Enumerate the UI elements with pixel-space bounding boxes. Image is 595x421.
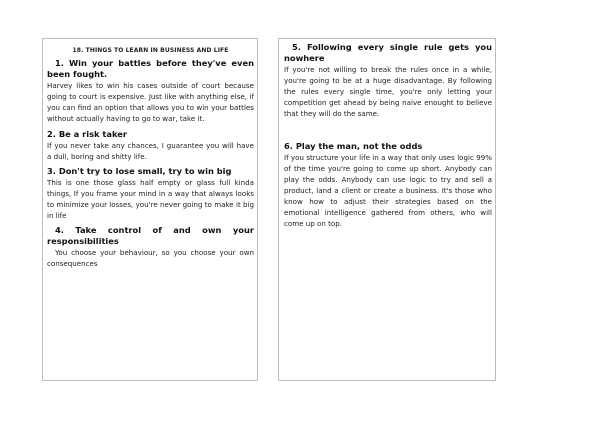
- document-title: 18. THINGS TO LEARN IN BUSINESS AND LIFE: [72, 47, 229, 54]
- section-5-body: If you're not willing to break the rules once in a while, you're going to be at a huge disadvantage. By following the rules every single time, you're only letting your competition get ahead by being naive enought to believe that they will do the same.: [284, 65, 492, 118]
- left-page-panel: [42, 38, 258, 381]
- section-3: [47, 166, 254, 221]
- section-2-body: If you never take any chances, I guarantee you will have a dull, boring and shitty life.: [47, 141, 254, 161]
- section-4-heading: 4. Take control of and own your responsibilities: [47, 225, 254, 246]
- section-5-heading: 5. Following every single rule gets you nowhere: [284, 42, 492, 63]
- section-6: [284, 141, 492, 229]
- section-1: [47, 58, 254, 124]
- section-1-body: Harvey likes to win his cases outside of court because going to court is expensive. Just like with anything else, if you can find an option that allows you to win your battles without actually having to go to war, take it.: [47, 81, 254, 123]
- section-4: [47, 225, 254, 269]
- section-1-heading: 1. Win your battles before they've even been fought.: [47, 58, 254, 79]
- section-6-heading: 6. Play the man, not the odds: [284, 141, 423, 151]
- section-3-heading: 3. Don't try to lose small, try to win big: [47, 166, 232, 176]
- section-3-body: This is one those glass half empty or glass full kinda things, If you frame your mind in a way that always looks to minimize your losses, you're never going to make it big in life: [47, 178, 254, 220]
- section-2: [47, 129, 254, 162]
- section-4-body: You choose your behaviour, so you choose your own consequences: [47, 248, 254, 268]
- right-page-panel: [278, 38, 496, 381]
- section-5: [284, 42, 492, 119]
- section-6-body: If you structure your life in a way that only uses logic 99% of the time you're going to come up short. Anybody can play the odds. Anybody can use logic to try and sell a product, land a client or create a business. It's those who know how to adjust their strategies based on the emotional intelligence gathered from others, who will come up on top.: [284, 153, 492, 228]
- section-2-heading: 2. Be a risk taker: [47, 129, 127, 139]
